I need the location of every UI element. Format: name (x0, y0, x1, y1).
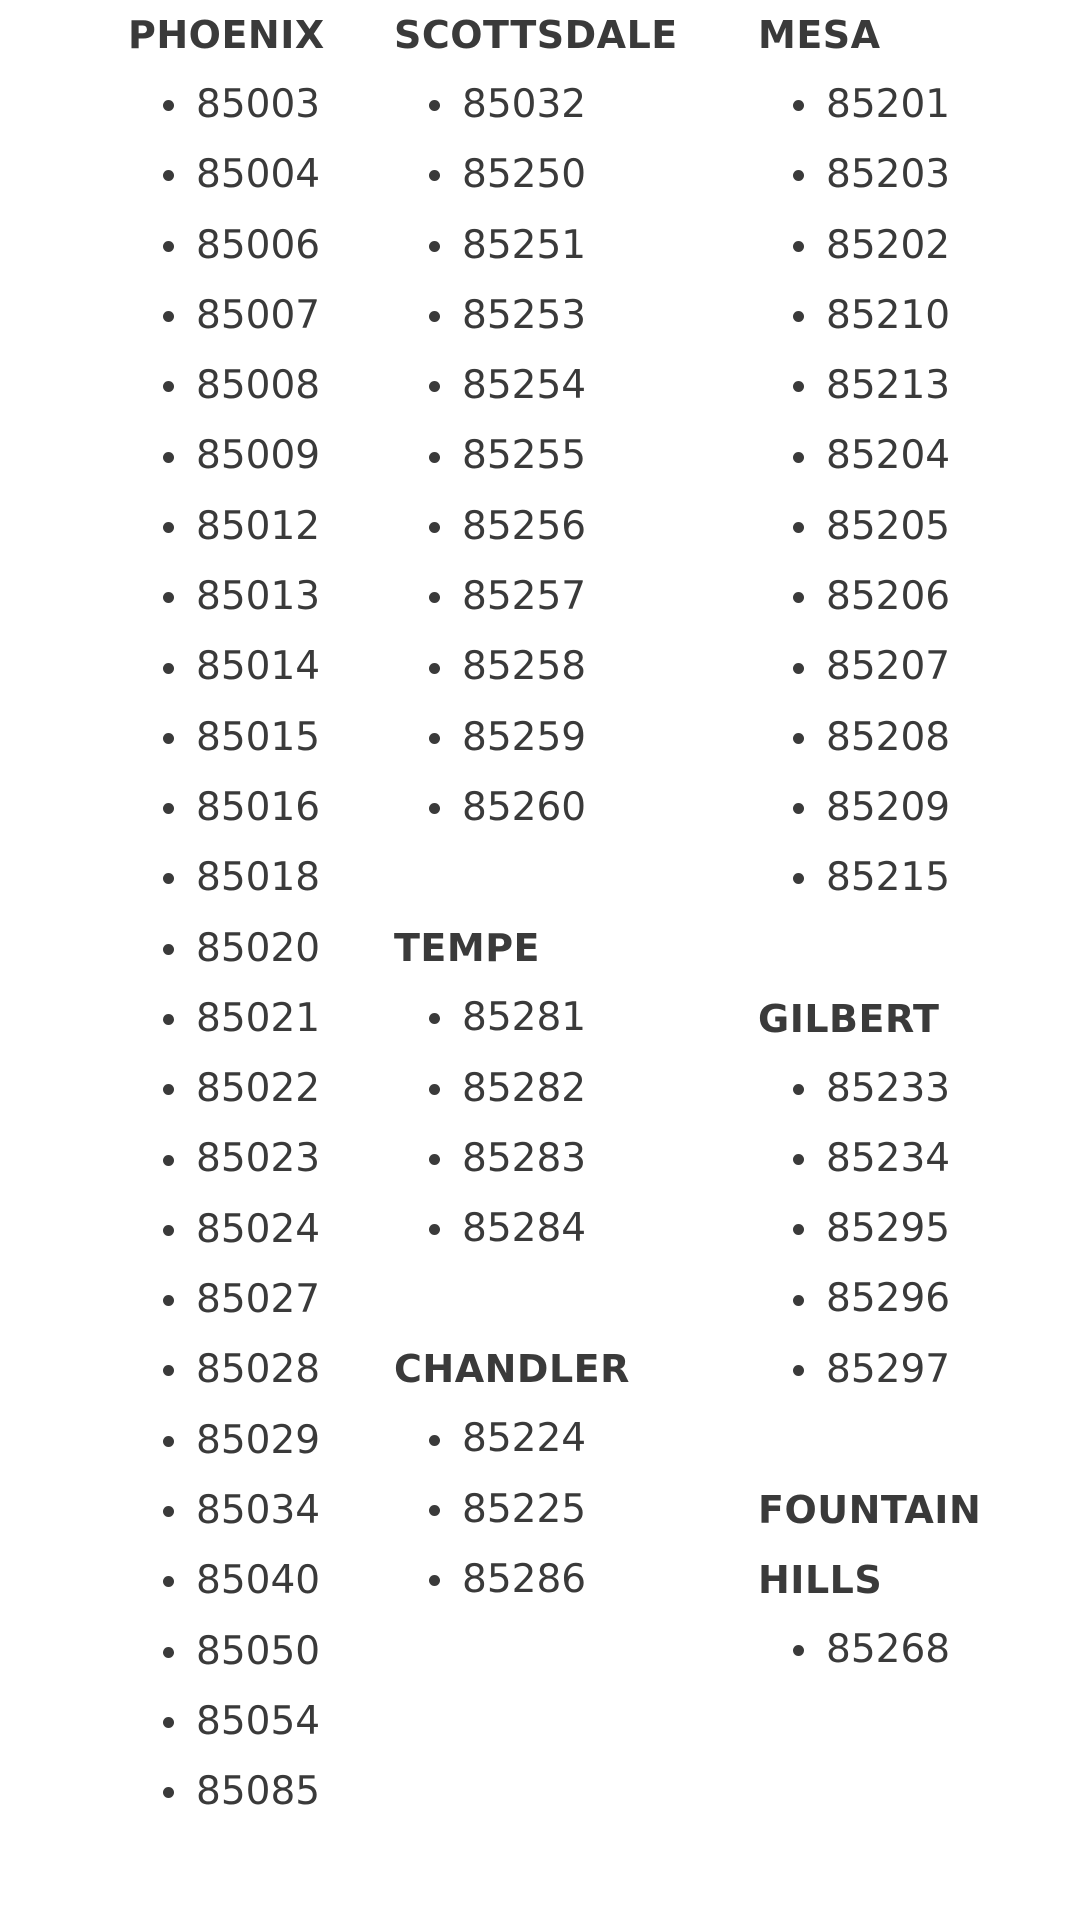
zip-code: 85012 (196, 503, 321, 549)
zip-code: 85207 (826, 644, 951, 690)
zip-code: 85014 (196, 644, 321, 690)
bullet-icon (793, 1224, 804, 1235)
list-item (394, 1404, 724, 1474)
bullet-icon (163, 1014, 174, 1025)
city-heading: PHOENIX (128, 13, 325, 57)
zip-code: 85297 (826, 1346, 951, 1392)
bullet-icon (793, 1084, 804, 1095)
zip-code: 85054 (196, 1698, 321, 1744)
bullet-icon (793, 241, 804, 252)
list-item (128, 281, 378, 351)
list-item (394, 211, 724, 281)
city-heading: TEMPE (394, 926, 541, 971)
zip-code: 85021 (196, 995, 321, 1041)
list-item (394, 421, 724, 491)
city-heading: CHANDLER (394, 1347, 630, 1392)
list-item (128, 843, 378, 913)
list-item (758, 492, 1058, 562)
list-item (128, 70, 378, 140)
bullet-icon (793, 381, 804, 392)
list-item (758, 1335, 1058, 1405)
zip-code: 85024 (196, 1206, 321, 1252)
bullet-icon (163, 803, 174, 814)
list-item (758, 1194, 1058, 1264)
bullet-icon (429, 1435, 440, 1446)
list-item (758, 1264, 1058, 1334)
list-item (394, 281, 724, 351)
list-item (758, 281, 1058, 351)
zip-code: 85259 (462, 714, 587, 760)
city-heading: HILLS (758, 1558, 883, 1603)
city-section (128, 0, 378, 1827)
bullet-icon (429, 1224, 440, 1235)
bullet-icon (163, 522, 174, 533)
zip-code: 85281 (462, 995, 587, 1041)
city-section (758, 0, 1058, 914)
zip-code: 85007 (196, 292, 321, 338)
bullet-icon (429, 1575, 440, 1586)
list-item (394, 351, 724, 421)
bullet-icon (163, 1225, 174, 1236)
list-item (394, 1054, 724, 1124)
zip-code: 85009 (196, 433, 321, 479)
bullet-icon (429, 1013, 440, 1024)
list-item (758, 632, 1058, 702)
zip-code: 85022 (196, 1066, 321, 1112)
bullet-icon (163, 1084, 174, 1095)
bullet-icon (429, 452, 440, 463)
zip-code: 85201 (826, 82, 951, 127)
zip-code: 85013 (196, 574, 321, 620)
column-2 (394, 0, 724, 1615)
list-item (128, 1195, 378, 1265)
bullet-icon (793, 663, 804, 674)
zip-code: 85210 (826, 292, 951, 338)
zip-code: 85006 (196, 222, 321, 268)
list-item (128, 492, 378, 562)
bullet-icon (163, 592, 174, 603)
list-item (128, 421, 378, 491)
bullet-icon (163, 311, 174, 322)
list-item (394, 1194, 724, 1264)
zip-code: 85224 (462, 1416, 587, 1462)
list-item (758, 1124, 1058, 1194)
zip-code: 85050 (196, 1628, 321, 1674)
zip-code: 85258 (462, 644, 587, 690)
city-section (394, 0, 724, 843)
list-item (394, 492, 724, 562)
bullet-icon (429, 381, 440, 392)
zip-code: 85028 (196, 1347, 321, 1393)
zip-code: 85257 (462, 574, 587, 620)
city-heading: GILBERT (758, 996, 940, 1041)
zip-list (758, 1615, 1058, 1685)
zip-code: 85283 (462, 1135, 587, 1181)
bullet-icon (163, 1295, 174, 1306)
zip-list (128, 70, 378, 1827)
zip-code: 85085 (196, 1769, 321, 1815)
zip-code: 85251 (462, 222, 587, 268)
bullet-icon (793, 1154, 804, 1165)
zip-code: 85254 (462, 363, 587, 409)
bullet-icon (163, 733, 174, 744)
list-item (128, 1546, 378, 1616)
bullet-icon (163, 1717, 174, 1728)
bullet-icon (429, 522, 440, 533)
zip-code: 85205 (826, 503, 951, 549)
list-item (128, 773, 378, 843)
zip-code: 85295 (826, 1206, 951, 1252)
city-heading: SCOTTSDALE (394, 13, 678, 57)
bullet-icon (163, 1576, 174, 1587)
list-item (394, 632, 724, 702)
bullet-icon (793, 733, 804, 744)
zip-code: 85004 (196, 152, 321, 198)
zip-code: 85003 (196, 82, 321, 127)
zip-code: 85253 (462, 292, 587, 338)
bullet-icon (429, 241, 440, 252)
list-item (394, 70, 724, 140)
list-item (128, 140, 378, 210)
zip-code: 85256 (462, 503, 587, 549)
zip-code: 85023 (196, 1136, 321, 1182)
zip-code: 85225 (462, 1486, 587, 1532)
zip-code: 85260 (462, 784, 587, 830)
list-item (128, 984, 378, 1054)
bullet-icon (429, 1084, 440, 1095)
zip-code: 85250 (462, 152, 587, 198)
zip-code: 85032 (462, 82, 587, 127)
bullet-icon (793, 1365, 804, 1376)
bullet-icon (793, 522, 804, 533)
list-item (394, 1545, 724, 1615)
bullet-icon (429, 592, 440, 603)
bullet-icon (793, 311, 804, 322)
list-item (128, 1335, 378, 1405)
list-item (758, 140, 1058, 210)
list-item (128, 1757, 378, 1827)
zip-code: 85029 (196, 1417, 321, 1463)
list-item (128, 1617, 378, 1687)
bullet-icon (163, 1787, 174, 1798)
list-item (758, 773, 1058, 843)
zip-code: 85208 (826, 714, 951, 760)
list-item (128, 1054, 378, 1124)
bullet-icon (429, 1505, 440, 1516)
list-item (394, 1124, 724, 1194)
list-item (758, 562, 1058, 632)
zip-code: 85008 (196, 363, 321, 409)
bullet-icon (163, 241, 174, 252)
bullet-icon (793, 452, 804, 463)
bullet-icon (163, 944, 174, 955)
zip-code: 85202 (826, 222, 951, 268)
list-item (394, 773, 724, 843)
bullet-icon (429, 663, 440, 674)
bullet-icon (163, 663, 174, 674)
list-item (758, 351, 1058, 421)
city-heading: MESA (758, 13, 881, 57)
zip-code: 85234 (826, 1135, 951, 1181)
bullet-icon (429, 100, 440, 111)
list-item (758, 1615, 1058, 1685)
list-item (758, 843, 1058, 913)
zip-code: 85015 (196, 714, 321, 760)
list-item (128, 211, 378, 281)
list-item (128, 914, 378, 984)
zip-code: 85233 (826, 1065, 951, 1111)
zip-code: 85206 (826, 574, 951, 620)
list-item (758, 211, 1058, 281)
list-item (758, 70, 1058, 140)
bullet-icon (793, 1645, 804, 1656)
zip-list (394, 983, 724, 1264)
list-item (394, 983, 724, 1053)
bullet-icon (163, 1155, 174, 1166)
city-section (758, 984, 1058, 1405)
bullet-icon (163, 873, 174, 884)
zip-code: 85213 (826, 363, 951, 409)
bullet-icon (429, 311, 440, 322)
bullet-icon (793, 1295, 804, 1306)
list-item (758, 421, 1058, 491)
list-item (394, 562, 724, 632)
zip-code: 85016 (196, 784, 321, 830)
bullet-icon (163, 170, 174, 181)
list-item (128, 1406, 378, 1476)
list-item (758, 1054, 1058, 1124)
zip-list (758, 70, 1058, 914)
bullet-icon (793, 873, 804, 884)
zip-code: 85268 (826, 1627, 951, 1673)
column-1 (128, 0, 378, 1827)
zip-list (394, 1404, 724, 1615)
list-item (128, 1124, 378, 1194)
list-item (128, 632, 378, 702)
zip-code: 85296 (826, 1276, 951, 1322)
zip-code: 85020 (196, 925, 321, 971)
zip-code: 85034 (196, 1487, 321, 1533)
bullet-icon (429, 170, 440, 181)
bullet-icon (163, 452, 174, 463)
bullet-icon (163, 1365, 174, 1376)
bullet-icon (429, 1154, 440, 1165)
bullet-icon (163, 1647, 174, 1658)
list-item (128, 703, 378, 773)
list-item (394, 703, 724, 773)
bullet-icon (163, 381, 174, 392)
list-item (758, 703, 1058, 773)
zip-code: 85286 (462, 1557, 587, 1603)
bullet-icon (163, 1506, 174, 1517)
bullet-icon (793, 170, 804, 181)
bullet-icon (163, 100, 174, 111)
list-item (128, 1476, 378, 1546)
zip-code: 85040 (196, 1558, 321, 1604)
zip-code: 85018 (196, 855, 321, 901)
list-item (394, 1475, 724, 1545)
list-item (128, 351, 378, 421)
list-item (128, 562, 378, 632)
zip-code: 85203 (826, 152, 951, 198)
bullet-icon (429, 803, 440, 814)
bullet-icon (793, 592, 804, 603)
list-item (394, 140, 724, 210)
city-section (394, 913, 724, 1264)
bullet-icon (793, 803, 804, 814)
list-item (128, 1687, 378, 1757)
zip-code: 85209 (826, 784, 951, 830)
zip-list (758, 1054, 1058, 1405)
list-item (128, 1265, 378, 1335)
column-3 (758, 0, 1058, 1685)
zip-code: 85284 (462, 1206, 587, 1252)
zip-list (394, 70, 724, 843)
city-heading: FOUNTAIN (758, 1488, 982, 1533)
zip-code: 85204 (826, 433, 951, 479)
zip-code: 85027 (196, 1277, 321, 1323)
zip-code: 85282 (462, 1065, 587, 1111)
zip-code: 85255 (462, 433, 587, 479)
bullet-icon (793, 100, 804, 111)
bullet-icon (429, 733, 440, 744)
city-section (758, 1475, 1058, 1685)
zip-code: 85215 (826, 855, 951, 901)
bullet-icon (163, 1436, 174, 1447)
city-section (394, 1334, 724, 1615)
